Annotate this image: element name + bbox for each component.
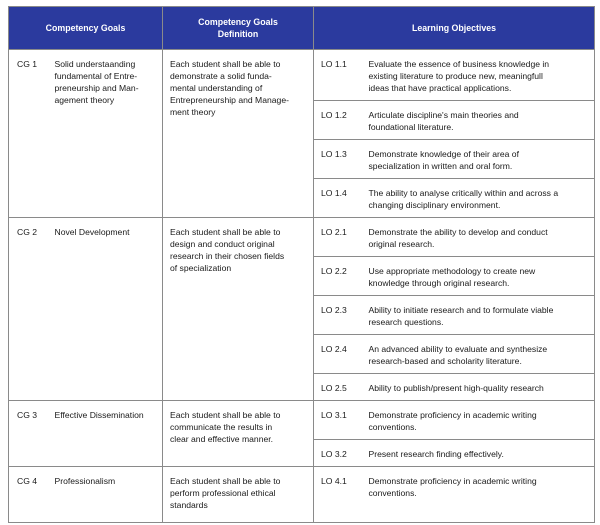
header-row [9,7,595,50]
goal-definition: Each student shall be able to communicate the results in clear and effective manner. [163,401,314,467]
table-row [9,218,595,257]
objective-text: Evaluate the essence of business knowledge in existing literature to produce new, meaningfull ideas that have practical applications. [362,50,595,101]
table-row [9,50,595,101]
objective-text: Demonstrate proficiency in academic writing conventions. [362,467,595,523]
goal-code: CG 2 [9,218,48,401]
objective-text: Demonstrate the ability to develop and conduct original research. [362,218,595,257]
goal-title: Effective Dissemination [48,401,163,467]
competency-table-container [8,6,594,523]
objective-code: LO 4.1 [314,467,362,523]
table-row [9,401,595,440]
goal-code: CG 4 [9,467,48,523]
objective-code: LO 1.3 [314,140,362,179]
goal-title: Solid understaanding fundamental of Entre- preneurship and Man- agement theory [48,50,163,218]
table-body [9,50,595,523]
goal-title: Professionalism [48,467,163,523]
objective-text: Present research finding effectively. [362,440,595,467]
header-learning-objectives: Learning Objectives [314,7,595,50]
goal-definition: Each student shall be able to demonstrate a solid funda- mental understanding of Entrepreneurship and Manage- ment theory [163,50,314,218]
goal-code: CG 1 [9,50,48,218]
objective-code: LO 3.2 [314,440,362,467]
objective-code: LO 1.4 [314,179,362,218]
header-competency-goals: Competency Goals [9,7,163,50]
objective-text: Articulate discipline's main theories and foundational literature. [362,101,595,140]
objective-text: An advanced ability to evaluate and synthesize research-based and scholarity literature. [362,335,595,374]
objective-code: LO 2.4 [314,335,362,374]
objective-code: LO 1.2 [314,101,362,140]
competency-table [8,6,595,523]
objective-text: The ability to analyse critically within and across a changing disciplinary environment. [362,179,595,218]
objective-text: Use appropriate methodology to create new knowledge through original research. [362,257,595,296]
goal-definition: Each student shall be able to perform professional ethical standards [163,467,314,523]
goal-definition: Each student shall be able to design and conduct original research in their chosen fields of specialization [163,218,314,401]
objective-code: LO 2.1 [314,218,362,257]
header-competency-goals-definition: Competency Goals Definition [163,7,314,50]
objective-text: Ability to initiate research and to formulate viable research questions. [362,296,595,335]
objective-text: Ability to publish/present high-quality research [362,374,595,401]
goal-code: CG 3 [9,401,48,467]
objective-code: LO 2.3 [314,296,362,335]
objective-text: Demonstrate proficiency in academic writing conventions. [362,401,595,440]
objective-text: Demonstrate knowledge of their area of specialization in written and oral form. [362,140,595,179]
objective-code: LO 1.1 [314,50,362,101]
objective-code: LO 2.2 [314,257,362,296]
objective-code: LO 2.5 [314,374,362,401]
table-row [9,467,595,523]
goal-title: Novel Development [48,218,163,401]
objective-code: LO 3.1 [314,401,362,440]
